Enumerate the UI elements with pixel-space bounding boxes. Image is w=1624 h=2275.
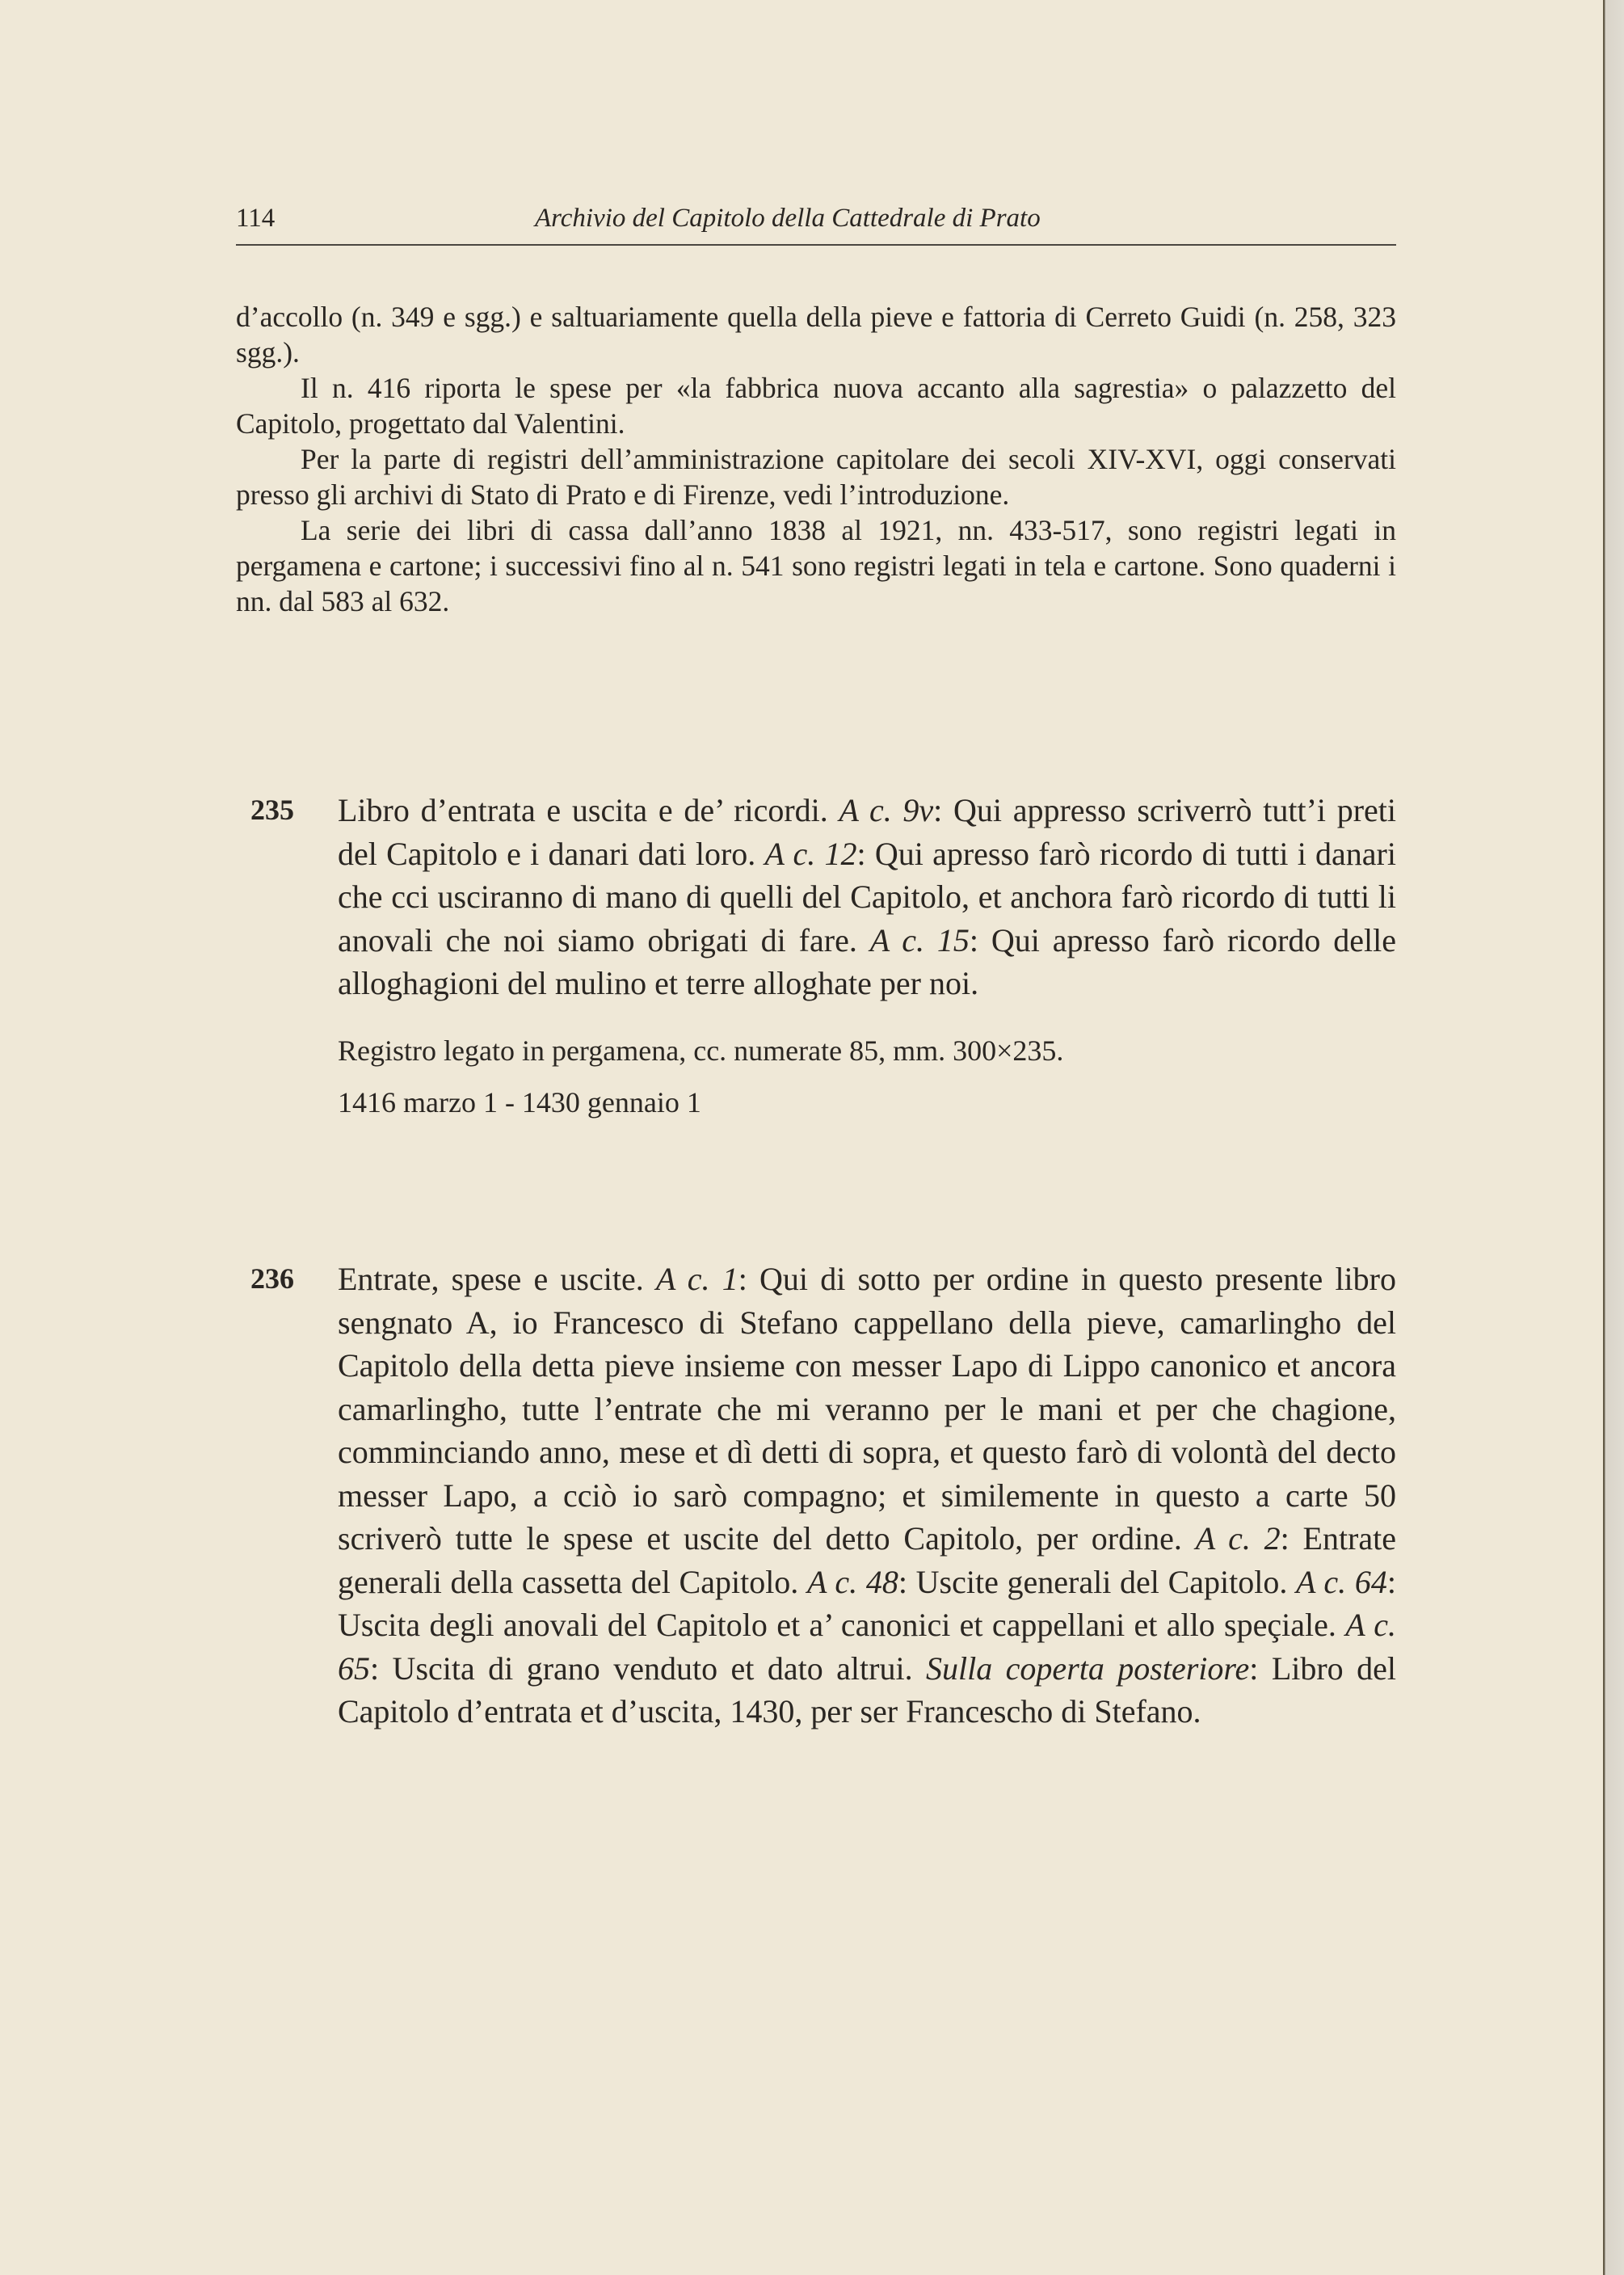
italic-reference: A c. 2: [1195, 1520, 1281, 1557]
entry-description: [338, 789, 1396, 1005]
catalog-entry: [250, 1258, 1396, 1734]
text-segment: : Uscite generali del Capitolo.: [898, 1563, 1297, 1600]
intro-text: [236, 299, 1396, 619]
text-segment: : Uscita degli anovali del Capitolo et a’ canonici et cappellani et allo speçiale.: [338, 1563, 1396, 1643]
entry-number: 235: [250, 794, 294, 826]
text-segment: : Qui appresso scriverrò tutt’i preti del Capitolo e i danari dati loro.: [338, 792, 1397, 872]
entry-number: 236: [250, 1262, 294, 1295]
italic-reference: Sulla coperta posteriore: [926, 1649, 1250, 1687]
intro-paragraph: La serie dei libri di cassa dall’anno 1838 al 1921, nn. 433-517, sono registri legati in pergamena e cartone; i successivi fino al n. 541 sono registri legati in tela e cartone. Sono quaderni i nn. dal 583 al 632.: [236, 514, 1396, 617]
italic-reference: A c. 1: [655, 1261, 738, 1297]
italic-reference: A c. 64: [1296, 1563, 1387, 1600]
italic-reference: A c. 12: [764, 835, 857, 872]
intro-paragraph: Il n. 416 riporta le spese per «la fabbrica nuova accanto alla sagrestia» o palazzetto del Capitolo, progettato dal Valentini.: [236, 372, 1396, 440]
entry-physical-description: Registro legato in pergamena, cc. numerate 85, mm. 300×235.: [338, 1034, 1064, 1067]
running-title: Archivio del Capitolo della Cattedrale di Prato: [535, 204, 1041, 233]
page-edge: [1603, 0, 1624, 2275]
text-segment: : Qui di sotto per ordine in questo presente libro sengnato A, io Francesco di Stefano cappellano della pieve, camarlingho del Capitolo della detta pieve insieme con messer Lapo di Lippo canonico et ancora camarlingho, tutte l’entrate che mi veranno per le mani et per che chagione, comminciando anno, mese et dì detti di sopra, et questo farò di volontà del decto messer Lapo, a cciò io sarò compagno; et similemente in questo a carte 50 scriverò tutte le spese et uscite del detto Capitolo, per ordine.: [338, 1261, 1396, 1557]
text-segment: : Libro del Capitolo d’entrata et d’uscita, 1430, per ser Franceschо di Stefano.: [338, 1649, 1396, 1729]
intro-paragraph: Per la parte di registri dell’amministrazione capitolare dei secoli XIV-XVI, oggi conservati presso gli archivi di Stato di Prato e di Firenze, vedi l’introduzione.: [236, 443, 1396, 511]
running-header: [236, 200, 1396, 246]
italic-reference: A c. 48: [807, 1563, 898, 1600]
italic-reference: A c. 15: [869, 921, 970, 958]
catalog-entry: [250, 789, 1396, 1120]
entry-dates: 1416 marzo 1 - 1430 gennaio 1: [338, 1085, 701, 1119]
text-segment: Entrate, spese e uscite.: [338, 1261, 656, 1297]
page-number: 114: [236, 204, 276, 233]
italic-reference: A c. 9v: [839, 792, 934, 828]
text-segment: : Qui apresso farò ricordo delle alloghagioni del mulino et terre alloghate per noi.: [338, 921, 1397, 1001]
text-segment: : Qui apresso farò ricordo di tutti i danari che cci usciranno di mano di quelli del Capitolo, et anchora farò ricordo di tutti li anovali che noi siamo obrigati di fare.: [338, 835, 1396, 958]
text-segment: Libro d’entrata e uscita e de’ ricordi.: [338, 792, 839, 828]
text-segment: : Entrate generali della cassetta del Capitolo.: [338, 1520, 1397, 1600]
text-segment: : Uscita di grano venduto et dato altrui.: [370, 1649, 927, 1687]
entry-description: [338, 1258, 1396, 1734]
italic-reference: A c. 65: [338, 1607, 1396, 1687]
intro-paragraph: d’accollo (n. 349 e sgg.) e saltuariamente quella della pieve e fattoria di Cerreto Guidi (n. 258, 323 sgg.).: [236, 301, 1396, 369]
